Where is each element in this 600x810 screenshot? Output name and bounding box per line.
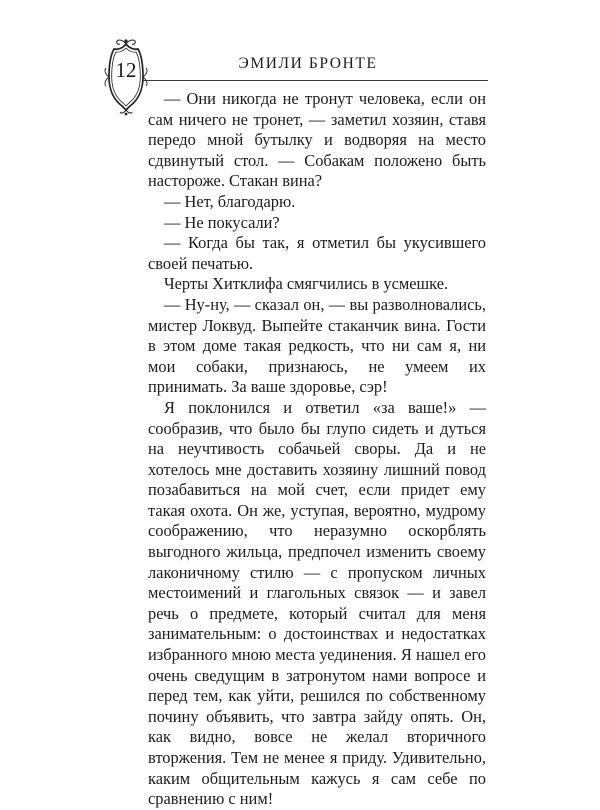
body-text [148, 89, 486, 810]
paragraph: — Они никогда не тронут человека, если он сам ничего не тронет, — заметил хозяин, ставя передо мной бутылку и водворяя на место сдвинутый стол. — Собакам положено быть настороже. Стакан вина? [148, 89, 486, 191]
header-rule [128, 80, 488, 81]
paragraph: — Не покусали? [164, 212, 280, 232]
page-number: 12 [115, 58, 137, 82]
paragraph: Я поклонился и ответил «за ваше!» — сообразив, что было бы глупо сидеть и дуться на неучтивость собачьей своры. Да и не хотелось мне доставить хозяину лишний повод позабавиться на мой счет, если придет ему такая охота. Он же, уступая, вероятно, мудрому соображению, что неразумно оскорблять выгодного жильца, предпочел изменить своему лаконичному стилю — с пропуском личных местоимений и глагольных связок — и завел речь о предмете, который считал для меня занимательным: о достоинствах и недостатках избранного мною места уединения. Я нашел его очень сведущим в затронутом нами вопросе и перед тем, как уйти, решился по собственному почину объявить, что завтра зайду опять. Он, как видно, вовсе не желал вторичного вторжения. Тем не менее я приду. Удивительно, каким общительным кажусь я сам себе по сравнению с ним! [148, 397, 486, 809]
paragraph: — Ну-ну, — сказал он, — вы разволновались, мистер Локвуд. Выпейте стаканчик вина. Гости в этом доме такая редкость, что ни сам я, ни мои собаки, признаюсь, не умеем их принимать. За ваше здоровье, сэр! [148, 294, 486, 397]
paragraph: — Когда бы так, я отметил бы укусившего своей печатью. [148, 233, 486, 273]
running-title: ЭМИЛИ БРОНТЕ [238, 55, 378, 72]
paragraph: — Нет, благодарю. [164, 191, 296, 211]
paragraph: Черты Хитклифа смягчились в усмешке. [164, 274, 449, 294]
